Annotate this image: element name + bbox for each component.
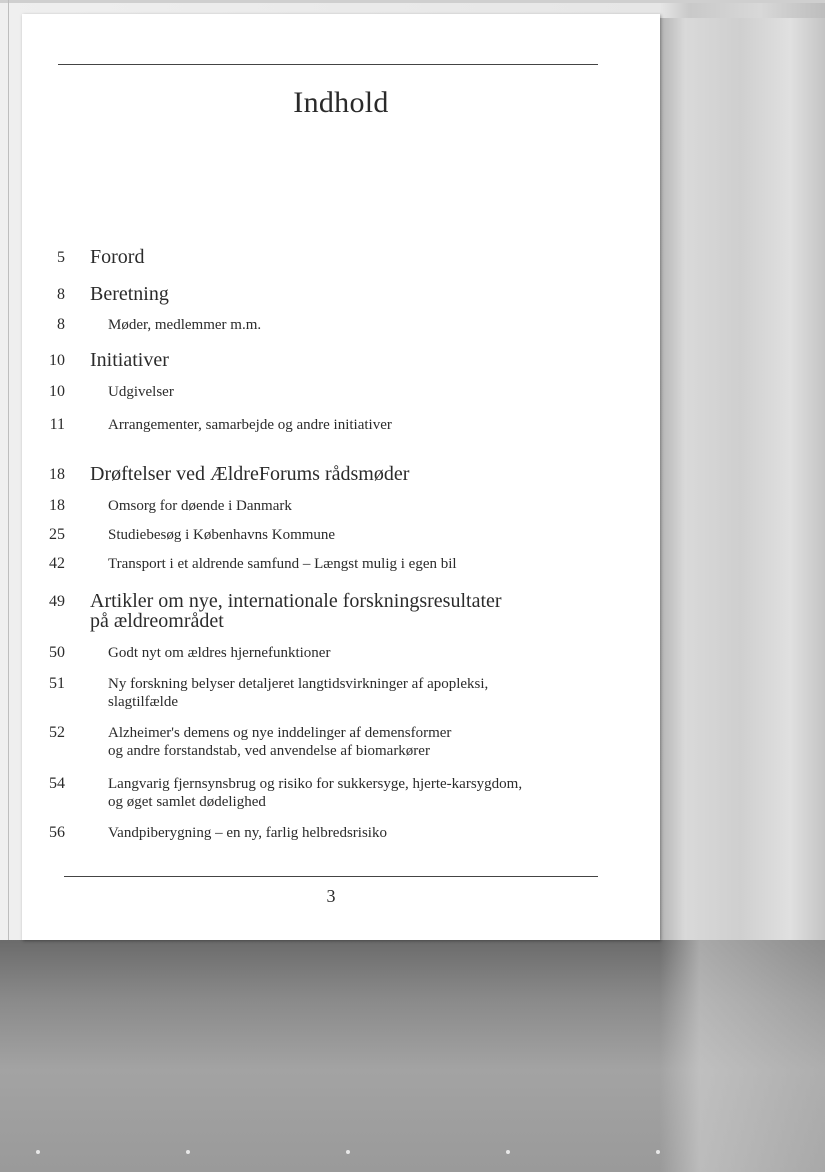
toc-entry-title: Studiebesøg i Københavns Kommune — [108, 527, 336, 543]
toc-page-number: 54 — [49, 775, 65, 792]
toc-page-number: 18 — [49, 466, 65, 483]
toc-page-number: 8 — [57, 316, 65, 333]
toc-page-number: 51 — [49, 675, 65, 692]
toc-page-number: 49 — [49, 593, 65, 610]
toc-entry-title: Initiativer — [90, 349, 169, 371]
toc-page-number: 5 — [57, 249, 65, 266]
toc-entry-title: Langvarig fjernsynsbrug og risiko for sukkersyge, hjerte-karsygdom, — [108, 776, 523, 792]
toc-entry-title: Arrangementer, samarbejde og andre initiativer — [108, 417, 392, 433]
toc-page-number: 11 — [49, 416, 65, 433]
toc-entry-title-continued: og øget samlet dødelighed — [108, 794, 266, 810]
toc-entry-title: Godt nyt om ældres hjernefunktioner — [108, 645, 331, 661]
toc-entry-title-continued: og andre forstandstab, ved anvendelse af biomarkører — [108, 743, 430, 759]
toc-page-number: 10 — [49, 383, 65, 400]
toc-page-number: 56 — [49, 824, 65, 841]
document-page — [22, 14, 660, 940]
toc-entry-title-continued: på ældreområdet — [90, 610, 224, 632]
scan-spot — [656, 1150, 660, 1154]
toc-entry-title: Beretning — [90, 283, 169, 305]
toc-entry-title: Udgivelser — [108, 384, 174, 400]
toc-entry-title-continued: slagtilfælde — [108, 694, 178, 710]
toc-entry-title: Møder, medlemmer m.m. — [108, 317, 262, 333]
toc-entry-title: Drøftelser ved ÆldreForums rådsmøder — [90, 463, 410, 485]
scan-top-edge — [0, 0, 825, 3]
toc-entry-title: Artikler om nye, internationale forskningsresultater — [90, 590, 502, 612]
toc-page-number: 18 — [49, 497, 65, 514]
toc-page-number: 25 — [49, 526, 65, 543]
toc-entry-title: Alzheimer's demens og nye inddelinger af demensformer — [108, 725, 452, 741]
scan-shadow-right — [660, 18, 825, 940]
page-number: 3 — [326, 886, 336, 906]
toc-page-number: 50 — [49, 644, 65, 661]
toc-page-number: 42 — [49, 555, 65, 572]
toc-page-number: 10 — [49, 352, 65, 369]
toc-page-number: 52 — [49, 724, 65, 741]
scan-spot — [36, 1150, 40, 1154]
toc-entry-title: Vandpiberygning – en ny, farlig helbredsrisiko — [108, 825, 387, 841]
scan-spot — [506, 1150, 510, 1154]
table-of-contents — [22, 14, 660, 940]
toc-page-number: 8 — [57, 286, 65, 303]
toc-entry-title: Forord — [90, 246, 145, 268]
bottom-rule — [64, 876, 598, 877]
scan-shadow-corner — [660, 940, 825, 1172]
scan-left-edge — [8, 0, 9, 940]
scan-spot — [186, 1150, 190, 1154]
page-title: Indhold — [293, 86, 389, 119]
toc-entry-title: Omsorg for døende i Danmark — [108, 498, 292, 514]
toc-entry-title: Transport i et aldrende samfund – Længst mulig i egen bil — [108, 556, 457, 572]
scan-spot — [346, 1150, 350, 1154]
toc-entry-title: Ny forskning belyser detaljeret langtidsvirkninger af apopleksi, — [108, 676, 489, 692]
